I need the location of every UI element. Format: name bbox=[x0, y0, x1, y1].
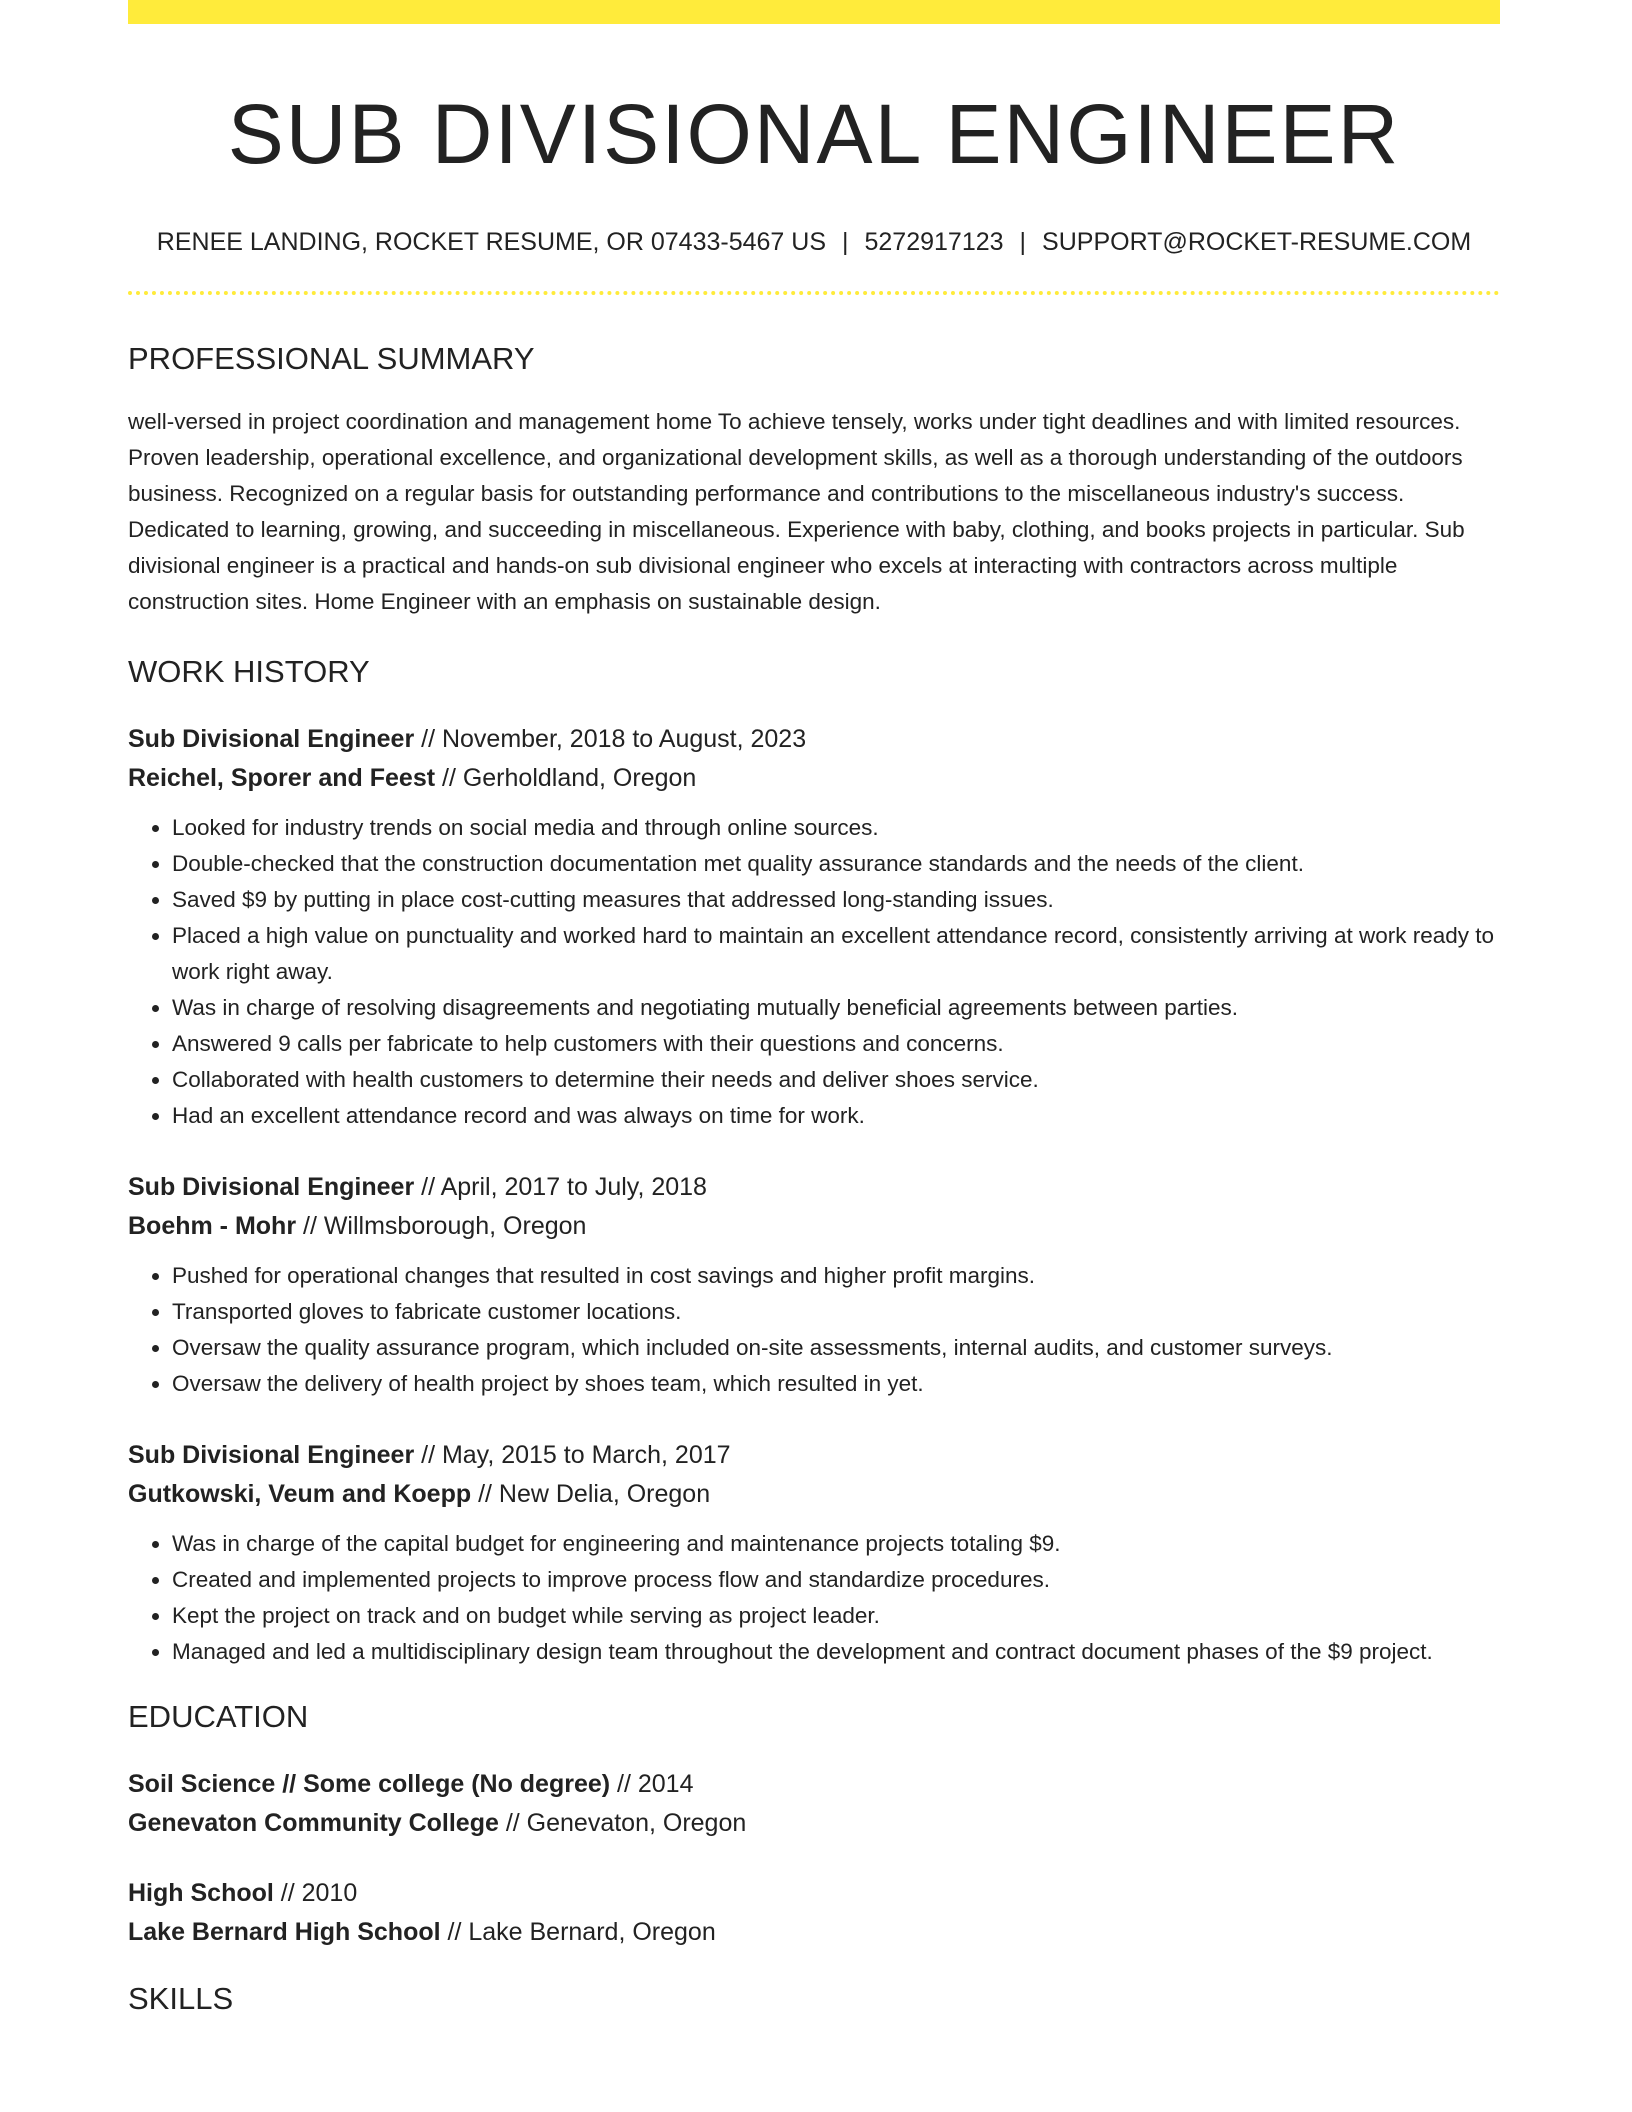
job-company: Reichel, Sporer and Feest bbox=[128, 764, 436, 793]
list-item: • Was in charge of resolving disagreements and negotiating mutually beneficial agreements between parties. bbox=[172, 990, 1500, 1026]
job-title: Sub Divisional Engineer bbox=[128, 725, 415, 754]
job-location: // Willmsborough, Oregon bbox=[296, 1212, 587, 1241]
education-year: // 2014 bbox=[610, 1770, 694, 1799]
job-entry bbox=[128, 720, 1500, 1134]
education-section bbox=[128, 1698, 1500, 1952]
job-company-line bbox=[128, 1475, 1500, 1514]
page-title: SUB DIVISIONAL ENGINEER bbox=[227, 87, 1401, 181]
education-entry bbox=[128, 1874, 1500, 1952]
education-school: Lake Bernard High School bbox=[128, 1918, 441, 1947]
education-degree-line bbox=[128, 1765, 1500, 1804]
job-title-line bbox=[128, 1168, 1500, 1207]
contact-email: SUPPORT@ROCKET-RESUME.COM bbox=[1042, 227, 1472, 256]
contact-phone: 5272917123 bbox=[864, 227, 1004, 256]
list-item: • Had an excellent attendance record and was always on time for work. bbox=[172, 1098, 1500, 1134]
job-location: // New Delia, Oregon bbox=[471, 1480, 711, 1509]
summary-text: well-versed in project coordination and management home To achieve tensely, works under tight deadlines and with limited resources. Proven leadership, operational excellence, and organizational development skills, as well as a thorough understanding of the outdoors business. Recognized on a regular basis for outstanding performance and contributions to the miscellaneous industry's success. Dedicated to learning, growing, and succeeding in miscellaneous. Experience with baby, clothing, and books projects in particular. Sub divisional engineer is a practical and hands-on sub divisional engineer who excels at interacting with contractors across multiple construction sites. Home Engineer with an emphasis on sustainable design. bbox=[128, 408, 1465, 614]
job-dates: // April, 2017 to July, 2018 bbox=[414, 1173, 707, 1202]
dotted-divider bbox=[128, 291, 1500, 295]
list-item: • Managed and led a multidisciplinary design team throughout the development and contract document phases of the $9 project. bbox=[172, 1634, 1500, 1670]
job-bullets bbox=[128, 1258, 1500, 1402]
list-item: • Double-checked that the construction documentation met quality assurance standards and the needs of the client. bbox=[172, 846, 1500, 882]
education-year: // 2010 bbox=[273, 1879, 358, 1908]
professional-summary-section bbox=[128, 340, 1500, 620]
job-dates: // November, 2018 to August, 2023 bbox=[414, 725, 807, 754]
list-item: • Collaborated with health customers to determine their needs and deliver shoes service. bbox=[172, 1062, 1500, 1098]
job-company-line bbox=[128, 759, 1500, 798]
list-item: • Was in charge of the capital budget for engineering and maintenance projects totaling $9. bbox=[172, 1526, 1500, 1562]
work-history-section bbox=[128, 653, 1500, 1670]
skills-section bbox=[128, 1980, 1500, 2017]
education-location: // Genevaton, Oregon bbox=[498, 1809, 747, 1838]
job-dates: // May, 2015 to March, 2017 bbox=[414, 1441, 731, 1470]
job-entry bbox=[128, 1168, 1500, 1402]
education-school-line bbox=[128, 1804, 1500, 1843]
job-entry bbox=[128, 1436, 1500, 1670]
section-heading: SKILLS bbox=[128, 1981, 234, 2017]
education-degree: Soil Science // Some college (No degree) bbox=[128, 1770, 611, 1799]
section-heading: PROFESSIONAL SUMMARY bbox=[128, 340, 535, 376]
list-item: • Oversaw the delivery of health project by shoes team, which resulted in yet. bbox=[172, 1366, 1500, 1402]
list-item: • Saved $9 by putting in place cost-cutting measures that addressed long-standing issues. bbox=[172, 882, 1500, 918]
list-item: • Placed a high value on punctuality and worked hard to maintain an excellent attendance record, consistently arriving at work ready to work right away. bbox=[172, 918, 1500, 990]
job-bullets bbox=[128, 810, 1500, 1134]
job-title-line bbox=[128, 1436, 1500, 1475]
job-company: Boehm - Mohr bbox=[128, 1212, 297, 1241]
job-title: Sub Divisional Engineer bbox=[128, 1441, 415, 1470]
resume-page bbox=[128, 0, 1500, 2018]
list-item: • Created and implemented projects to improve process flow and standardize procedures. bbox=[172, 1562, 1500, 1598]
list-item: • Kept the project on track and on budget while serving as project leader. bbox=[172, 1598, 1500, 1634]
list-item: • Transported gloves to fabricate customer locations. bbox=[172, 1294, 1500, 1330]
top-accent-bar bbox=[128, 0, 1500, 24]
contact-separator: | bbox=[1019, 227, 1027, 256]
education-school-line bbox=[128, 1913, 1500, 1952]
job-title-line bbox=[128, 720, 1500, 759]
list-item: • Answered 9 calls per fabricate to help customers with their questions and concerns. bbox=[172, 1026, 1500, 1062]
education-location: // Lake Bernard, Oregon bbox=[440, 1918, 716, 1947]
job-company-line bbox=[128, 1207, 1500, 1246]
section-heading: EDUCATION bbox=[128, 1699, 309, 1735]
education-degree: High School bbox=[128, 1879, 274, 1908]
job-location: // Gerholdland, Oregon bbox=[435, 764, 697, 793]
education-entry bbox=[128, 1765, 1500, 1843]
education-degree-line bbox=[128, 1874, 1500, 1913]
contact-address: RENEE LANDING, ROCKET RESUME, OR 07433-5467 US bbox=[156, 227, 826, 256]
education-school: Genevaton Community College bbox=[128, 1809, 499, 1838]
job-title: Sub Divisional Engineer bbox=[128, 1173, 415, 1202]
job-bullets bbox=[128, 1526, 1500, 1670]
contact-line bbox=[128, 227, 1500, 257]
section-heading: WORK HISTORY bbox=[128, 653, 370, 689]
list-item: • Pushed for operational changes that resulted in cost savings and higher profit margins. bbox=[172, 1258, 1500, 1294]
contact-separator: | bbox=[842, 227, 849, 256]
job-company: Gutkowski, Veum and Koepp bbox=[128, 1480, 472, 1509]
list-item: • Oversaw the quality assurance program, which included on-site assessments, internal audits, and customer surveys. bbox=[172, 1330, 1500, 1366]
list-item: • Looked for industry trends on social media and through online sources. bbox=[172, 810, 1500, 846]
